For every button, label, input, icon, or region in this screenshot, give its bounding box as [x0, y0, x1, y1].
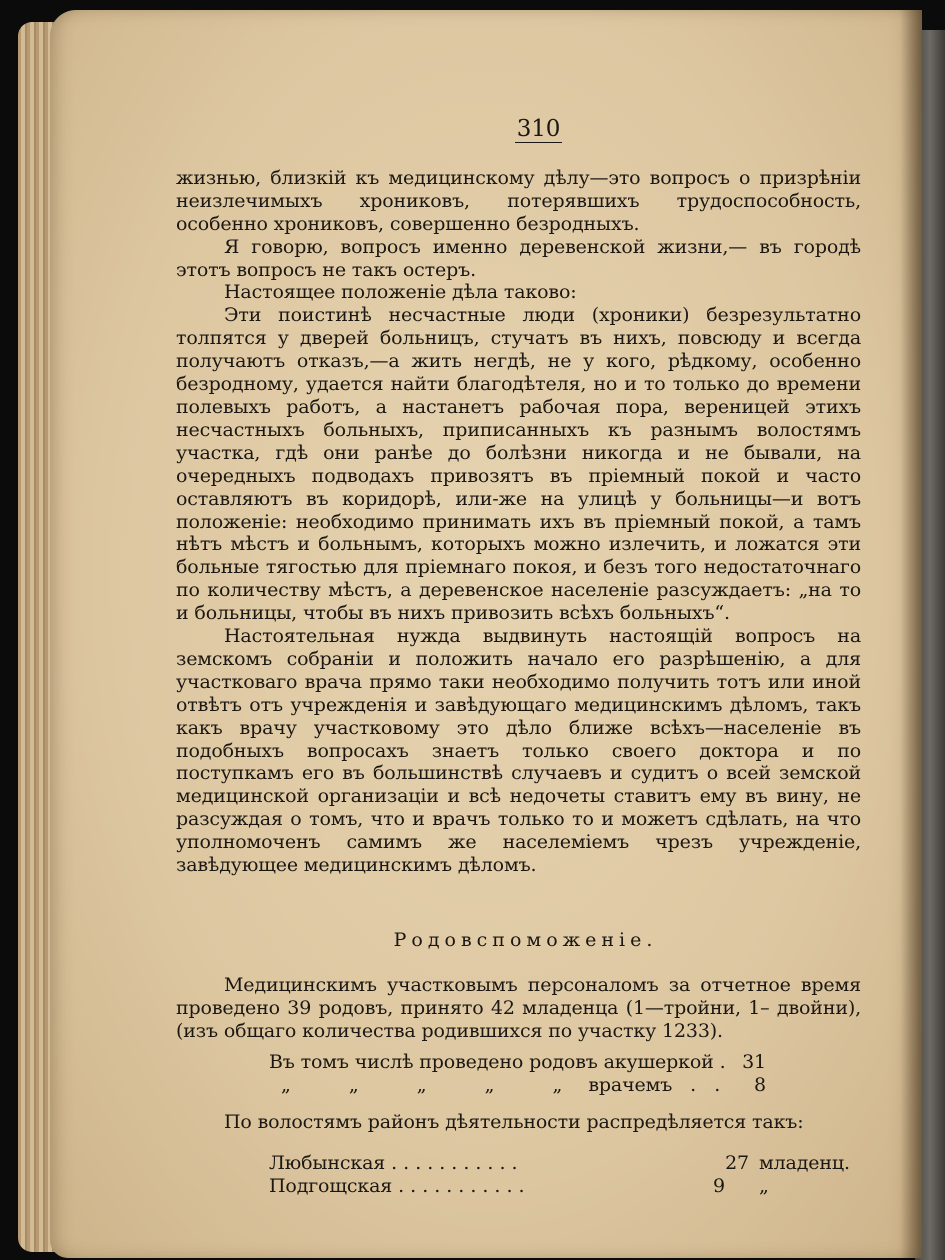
- births-breakdown: [269, 1051, 766, 1097]
- births-value: 31: [742, 1050, 766, 1073]
- district-value: 27: [725, 1151, 749, 1174]
- district-row: [269, 1175, 869, 1198]
- leader-dots: ...........: [391, 1151, 524, 1174]
- district-row: [269, 1152, 869, 1175]
- paragraph-1: жизнью, близкій къ медицинскому дѣлу—это вопросъ о призрѣніи неизлечимыхъ хрониковъ, потерявшихъ трудоспособность, особенно хрониковъ, совершенно безродныхъ.: [176, 166, 861, 235]
- births-value: 8: [754, 1073, 766, 1096]
- leader-dots: .: [719, 1050, 732, 1073]
- paragraph-3: Настоящее положеніе дѣла таково:: [224, 281, 577, 304]
- births-label-doctor: врачемъ: [588, 1073, 673, 1096]
- page-content: [176, 118, 861, 1198]
- page-gutter-shadow: [900, 10, 922, 1258]
- distribution-intro: По волостямъ районъ дѣятельности распредѣляется такъ:: [224, 1110, 804, 1133]
- leader-dots: ...........: [398, 1174, 531, 1197]
- paragraph-4: Эти поистинѣ несчастные люди (хроники) безрезультатно толпятся у дверей больницъ, стучатъ въ нихъ, повсюду и всегда получаютъ отказъ,—а жить негдѣ, не у кого, рѣдкому, особенно безродному, удается найти благодѣтеля, но и то только до времени полевыхъ работъ, а настанетъ рабочая пора, вереницей этихъ несчастныхъ больныхъ, приписанныхъ къ разнымъ волостямъ участка, гдѣ они ранѣе до болѣзни никогда и не бывали, на очередныхъ подводахъ привозятъ въ пріемный покой и часто оставляютъ въ коридорѣ, или-же на улицѣ у больницы—и вотъ положеніе: необходимо принимать ихъ въ пріемный покой, а тамъ нѣтъ мѣстъ и больнымъ, которыхъ можно излечить, и ложатся эти больные тягостью для пріемнаго покоя, и безъ того недостаточнаго по количеству мѣстъ, а деревенское населеніе разсуждаетъ: „на то и больницы, чтобы въ нихъ привозить всѣхъ больныхъ“.: [176, 304, 861, 625]
- district-unit: „: [759, 1174, 769, 1197]
- district-value: 9: [713, 1174, 725, 1197]
- page-number: [176, 118, 861, 141]
- page-number-text: 310: [516, 116, 561, 142]
- district-name: Подгощская: [269, 1174, 393, 1197]
- district-name: Любынская: [269, 1151, 386, 1174]
- paragraph-5: Настоятельная нужда выдвинуть настоящій вопросъ на земскомъ собраніи и положить начало его разрѣшенію, а для участковаго врача прямо таки необходимо получить тотъ или иной отвѣтъ отъ учрежденія и завѣдующаго медицинскимъ дѣломъ, такъ какъ врачу участковому это дѣло ближе всѣхъ—населеніе въ подобныхъ вопросахъ знаетъ только своего доктора и по поступкамъ его въ большинствѣ случаевъ и судитъ о всей земской медицинской организаціи и всѣ недочеты ставитъ ему въ вину, не разсуждая о томъ, что и врачъ только то и можетъ сдѣлать, на что уполномоченъ самимъ же населеміемъ чрезъ учрежденіе, завѣдующее медицинскимъ дѣломъ.: [176, 625, 861, 877]
- leader-dots: . .: [690, 1073, 727, 1096]
- births-row-doctor: [269, 1074, 766, 1097]
- paragraph-2: Я говорю, вопросъ именно деревенской жизни,— въ городѣ этотъ вопросъ не такъ остеръ.: [176, 235, 861, 281]
- section-heading: Родовспоможеніе.: [393, 929, 658, 951]
- districts-list: [269, 1152, 869, 1198]
- ditto-marks: „ „ „ „ „: [281, 1073, 589, 1096]
- section-intro: Медицинскимъ участковымъ персоналомъ за отчетное время проведено 39 родовъ, принято 42 младенца (1—тройни, 1– двойни), (изъ общаго количества родившихся по участку 1233).: [176, 973, 861, 1042]
- births-row-midwife: [269, 1051, 766, 1074]
- births-label: Въ томъ числѣ проведено родовъ акушеркой: [269, 1050, 714, 1073]
- district-unit: младенц.: [759, 1151, 850, 1174]
